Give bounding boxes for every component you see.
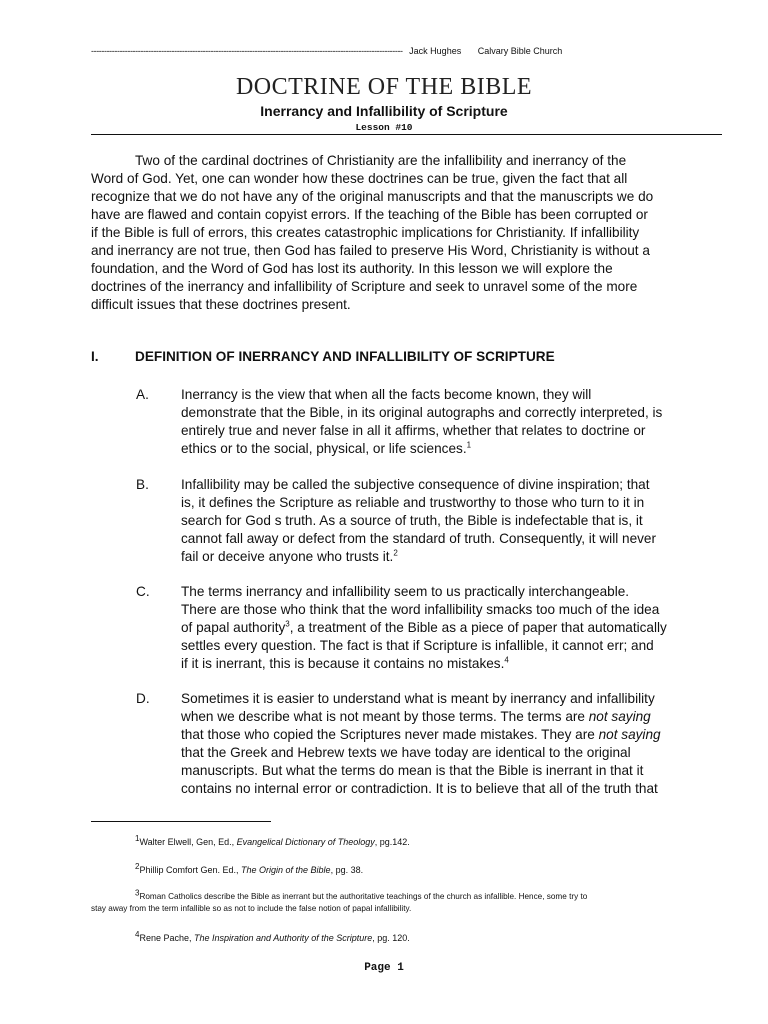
item-line xyxy=(181,655,741,673)
item-text: , a treatment of the Bible as a piece of paper that automatically xyxy=(289,620,667,635)
document-subtitle: Inerrancy and Infallibility of Scripture xyxy=(260,103,508,119)
footnote xyxy=(91,888,731,915)
intro-line: Word of God. Yet, one can wonder how these doctrines can be true, given the fact that all xyxy=(91,171,628,186)
footnote-text: Phillip Comfort Gen. Ed., xyxy=(139,865,241,875)
footnote-text: , pg.142. xyxy=(374,837,410,847)
section-title: DEFINITION OF INERRANCY AND INFALLIBILITY OF SCRIPTURE xyxy=(135,349,555,364)
item-text: fail or deceive anyone who trusts it. xyxy=(181,549,394,564)
section-number: I. xyxy=(91,349,99,364)
item-line: demonstrate that the Bible, in its original autographs and correctly interpreted, is xyxy=(181,405,663,420)
item-line: Infallibility may be called the subjective consequence of divine inspiration; that xyxy=(181,477,650,492)
item-line: Sometimes it is easier to understand what is meant by inerrancy and infallibility xyxy=(181,691,655,706)
item-text: when we describe what is not meant by those terms. The terms are xyxy=(181,709,589,724)
footnote xyxy=(91,864,731,876)
footnote-text: , pg. 38. xyxy=(330,865,364,875)
footnote-ref: 2 xyxy=(393,548,398,558)
intro-line: foundation, and the Word of God has lost its authority. In this lesson we will explore the xyxy=(91,261,613,276)
item-body xyxy=(181,386,741,458)
item-line xyxy=(181,708,741,726)
intro-line: recognize that we do not have any of the original manuscripts and that the manuscripts we do xyxy=(91,189,654,204)
item-line xyxy=(181,440,741,458)
item-line: contains no internal error or contradiction. It is to believe that all of the truth that xyxy=(181,781,658,796)
item-line xyxy=(181,619,741,637)
title-divider xyxy=(91,134,722,135)
footnote-ref: 1 xyxy=(466,440,472,450)
page-number: Page 1 xyxy=(364,962,404,974)
item-text: if it is inerrant, this is because it contains no mistakes. xyxy=(181,656,505,671)
item-line xyxy=(181,548,741,566)
item-letter: B. xyxy=(136,477,149,492)
running-header xyxy=(91,46,731,56)
intro-line: and inerrancy are not true, then God has failed to preserve His Word, Christianity is without a xyxy=(91,243,650,258)
footnote xyxy=(91,932,731,944)
item-line: cannot fall away or defect from the standard of truth. Consequently, it will never xyxy=(181,531,657,546)
footnote-text: Walter Elwell, Gen, Ed., xyxy=(139,837,237,847)
lesson-number: Lesson #10 xyxy=(355,122,413,133)
item-letter: C. xyxy=(136,584,150,599)
item-body xyxy=(181,476,741,566)
footnote-title: The Inspiration and Authority of the Scripture xyxy=(194,933,373,943)
intro-line: have are flawed and contain copyist errors. If the teaching of the Bible has been corrupted or xyxy=(91,207,648,222)
emphasis-text: not saying xyxy=(598,727,661,742)
footnote-title: Evangelical Dictionary of Theology xyxy=(236,837,375,847)
intro-paragraph xyxy=(91,152,731,314)
header-dashes: ------------------------------------------------------------------------------------------------------------------------ xyxy=(91,46,403,56)
intro-line: Two of the cardinal doctrines of Christianity are the infallibility and inerrancy of the xyxy=(135,153,627,168)
footnote-divider xyxy=(91,821,271,822)
item-letter: A. xyxy=(136,387,149,402)
item-text: ethics or to the social, physical, or life sciences. xyxy=(181,441,467,456)
item-line: search for God s truth. As a source of truth, the Bible is indefectable that is, it xyxy=(181,513,643,528)
footnote-number: 3 xyxy=(135,888,140,898)
footnote-title: The Origin of the Bible xyxy=(241,865,331,875)
item-text: of papal authority xyxy=(181,620,286,635)
section-heading xyxy=(91,349,555,364)
item-line: Inerrancy is the view that when all the facts become known, they will xyxy=(181,387,592,402)
emphasis-text: not saying xyxy=(588,709,651,724)
intro-line: difficult issues that these doctrines present. xyxy=(91,297,351,312)
item-text: that those who copied the Scriptures never made mistakes. They are xyxy=(181,727,599,742)
footnote-ref: 3 xyxy=(285,619,290,629)
header-church: Calvary Bible Church xyxy=(477,46,563,56)
footnote-number: 1 xyxy=(135,834,140,843)
intro-line: if the Bible is full of errors, this creates catastrophic implications for Christianity. If infallibility xyxy=(91,225,640,240)
item-letter: D. xyxy=(136,691,150,706)
footnote xyxy=(91,836,731,848)
item-line: entirely true and never false in all it affirms, whether that relates to doctrine or xyxy=(181,423,646,438)
footnote-ref: 4 xyxy=(504,655,509,665)
item-line: that the Greek and Hebrew texts we have today are identical to the original xyxy=(181,745,631,760)
item-body xyxy=(181,583,741,673)
item-line: There are those who think that the word infallibility smacks too much of the idea xyxy=(181,602,660,617)
item-line: The terms inerrancy and infallibility seem to us practically interchangeable. xyxy=(181,584,630,599)
item-line: manuscripts. But what the terms do mean is that the Bible is inerrant in that it xyxy=(181,763,644,778)
footnote-text: stay away from the term infallible so as not to include the false notion of papal infallibility. xyxy=(91,904,412,913)
footnote-text: , pg. 120. xyxy=(372,933,410,943)
header-author: Jack Hughes xyxy=(409,46,462,56)
item-line: settles every question. The fact is that if Scripture is infallible, it cannot err; and xyxy=(181,638,654,653)
footnote-number: 4 xyxy=(135,930,140,939)
intro-line: doctrines of the inerrancy and infallibility of Scripture and seek to unravel some of the more xyxy=(91,279,638,294)
footnote-text: Roman Catholics describe the Bible as inerrant but the authoritative teachings of the church as infallible. Hence, some try to xyxy=(139,892,588,901)
footnote-number: 2 xyxy=(135,862,140,871)
footnote-text: Rene Pache, xyxy=(139,933,194,943)
item-line xyxy=(181,726,741,744)
item-body xyxy=(181,690,741,798)
item-line: is, it defines the Scripture as reliable and trustworthy to those who turn to it in xyxy=(181,495,645,510)
document-title: DOCTRINE OF THE BIBLE xyxy=(235,74,533,100)
